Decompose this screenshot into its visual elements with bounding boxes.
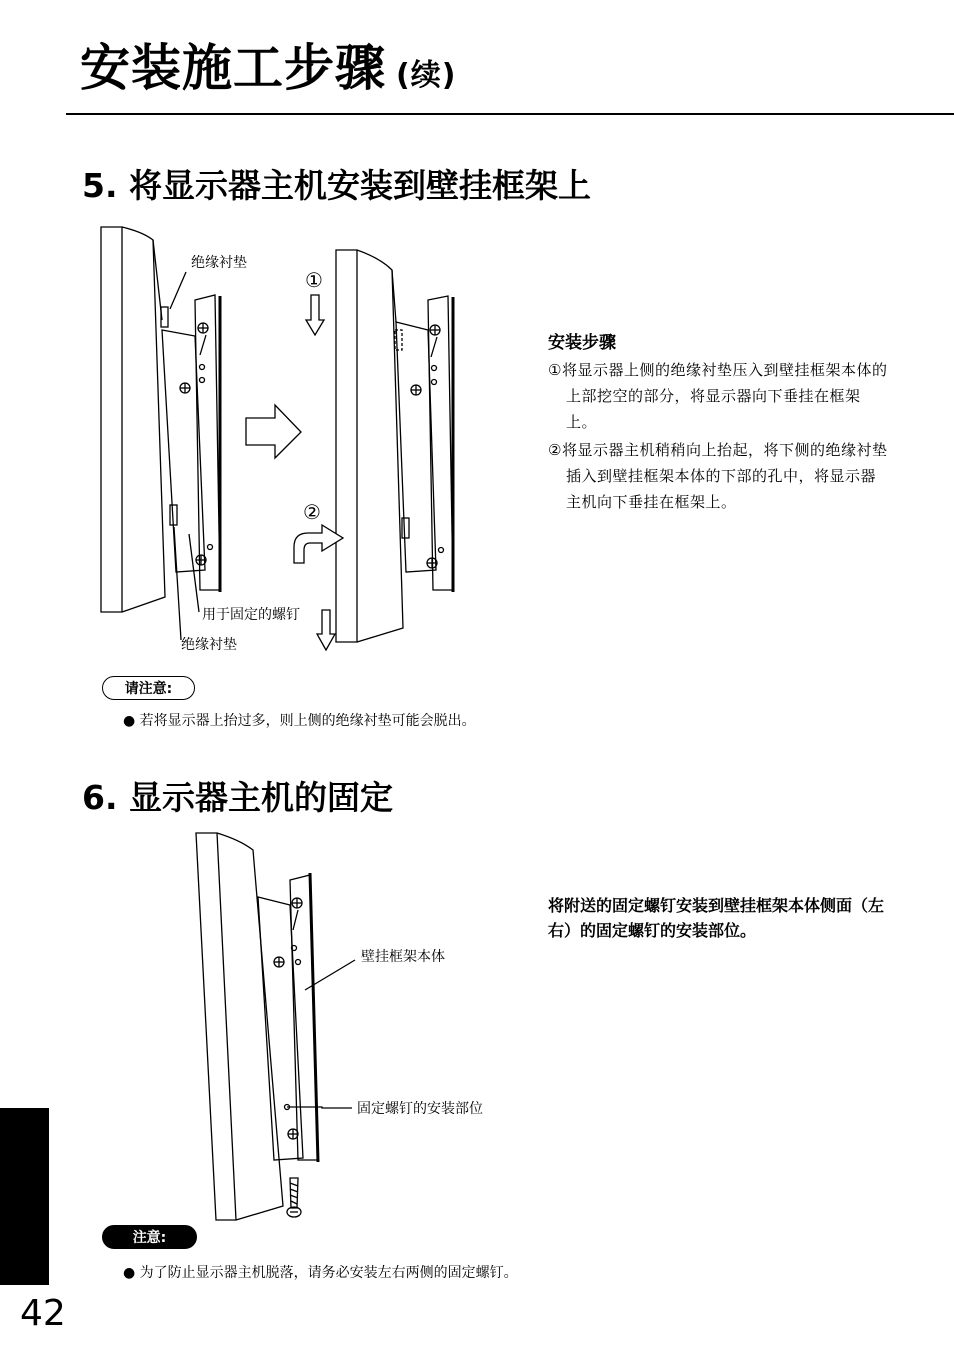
section-5-title: 5. 将显示器主机安装到壁挂框架上 [82,166,591,205]
label-fixing-screw: 用于固定的螺钉 [202,607,300,623]
section-6-description: 将附送的固定螺钉安装到壁挂框架本体侧面（左右）的固定螺钉的安装部位。 [548,896,885,940]
step-2: ②将显示器主机稍稍向上抬起，将下侧的绝缘衬垫插入到壁挂框架本体的下部的孔中，将显示器主机向下垂挂在框架上。 [548,441,888,511]
note-text: ● 若将显示器上抬过多，则上侧的绝缘衬垫可能会脱出。 [123,713,476,729]
steps-heading: 安装步骤 [548,333,616,353]
section-6-title: 6. 显示器主机的固定 [82,778,393,817]
step-marker-1: ① [305,268,323,292]
label-frame-body: 壁挂框架本体 [361,949,445,965]
side-tab [0,1108,49,1285]
note-label: 请注意: [102,676,195,700]
label-screw-position: 固定螺钉的安装部位 [357,1101,483,1117]
label-bottom-pad: 绝缘衬垫 [181,637,237,653]
page-title-suffix: (续) [396,58,457,93]
page-title-text: 安装施工步骤 [80,39,386,97]
step-1: ①将显示器上侧的绝缘衬垫压入到壁挂框架本体的上部挖空的部分，将显示器向下垂挂在框架上。 [548,361,888,431]
label-top-pad: 绝缘衬垫 [191,255,247,271]
step-marker-2: ② [303,500,321,524]
caution-text: ● 为了防止显示器主机脱落，请务必安装左右两侧的固定螺钉。 [123,1265,518,1281]
caution-label: 注意: [102,1225,197,1249]
page-number: 42 [20,1293,66,1334]
